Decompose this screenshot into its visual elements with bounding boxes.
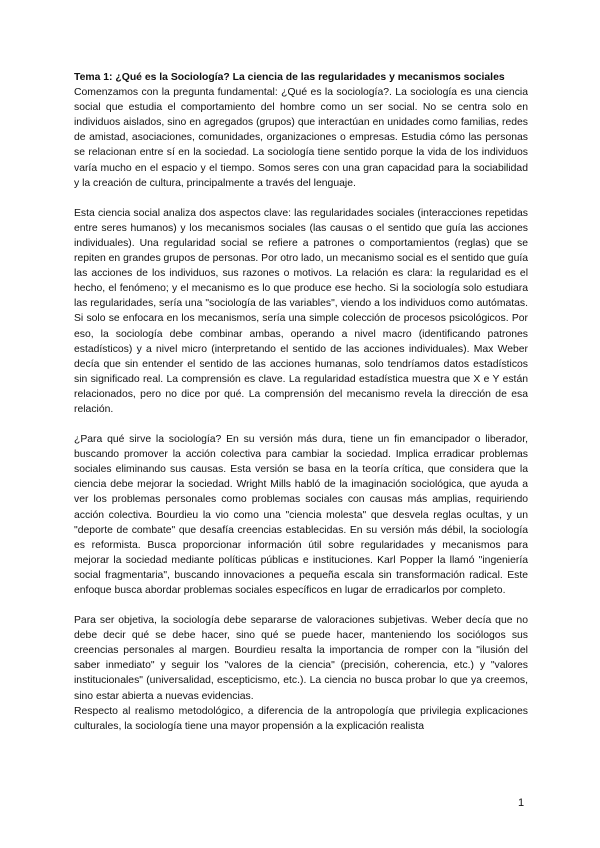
paragraph-realism: Respecto al realismo metodológico, a diferencia de la antropología que privilegia explicaciones culturales, la sociología tiene una mayor propensión a la explicación realista bbox=[74, 705, 528, 732]
paragraph-intro: Comenzamos con la pregunta fundamental: ¿Qué es la sociología?. La sociología es una ciencia social que estudia el comportamiento del hombre como un ser social. No se centra solo en individuos aislados, sino en agregados (grupos) que interactúan en unidades como familias, redes de amistad, asociaciones, comunidades, organizaciones o empresas. Estudia cómo las personas se relacionan entre sí en la sociedad. La sociología tiene sentido porque la vida de los individuos varía mucho en el espacio y el tiempo. Somos seres con una gran capacidad para la sociabilidad y la creación de cultura, principalmente a través del lenguaje. bbox=[74, 87, 528, 189]
document-body bbox=[74, 70, 528, 734]
page-number: 1 bbox=[518, 797, 525, 809]
paragraph-regularities: Esta ciencia social analiza dos aspectos clave: las regularidades sociales (interacciones repetidas entre seres humanos) y los mecanismos sociales (las causas o el sentido que guía las acciones individuales). Una regularidad social se refiere a patrones o comportamientos (reglas) que se repiten en grandes grupos de personas. Por otro lado, un mecanismo social es el sentido que guía las acciones de los individuos, sus razones o motivos. La relación es clara: la regularidad es el hecho, el fenómeno; y el mecanismo es lo que produce ese hecho. Si la sociología solo estudiara las regularidades, sería una "sociología de las variables", viendo a los individuos como autómatas. Si solo se enfocara en los mecanismos, sería una simple colección de procesos psicológicos. Por eso, la sociología debe combinar ambas, operando a nivel macro (identificando patrones estadísticos) y a nivel micro (interpretando el sentido de las acciones individuales). Max Weber decía que sin entender el sentido de las acciones humanas, solo tendríamos datos estadísticos sin significado real. La comprensión es clave. La regularidad estadística muestra que X e Y están relacionados, pero no dice por qué. La comprensión del mecanismo revela la dirección de esa relación. bbox=[74, 207, 529, 415]
paragraph-objectivity: Para ser objetiva, la sociología debe separarse de valoraciones subjetivas. Weber decía que no debe decir qué se debe hacer, sino qué se puede hacer, manteniendo los sociólogos sus creencias personales al margen. Bourdieu resalta la importancia de romper con la "ilusión del saber inmediato" y seguir los "valores de la ciencia" (precisión, coherencia, etc.) y "valores institucionales" (universalidad, escepticismo, etc.). La ciencia no busca probar lo que ya creemos, sino estar abierta a nuevas evidencias. bbox=[74, 615, 528, 702]
section-title: Tema 1: ¿Qué es la Sociología? La ciencia de las regularidades y mecanismos sociales bbox=[74, 72, 505, 83]
paragraph-purpose: ¿Para qué sirve la sociología? En su versión más dura, tiene un fin emancipador o liberador, buscando promover la acción colectiva para cambiar la sociedad. Implica erradicar problemas sociales eliminando sus causas. Esta versión se basa en la teoría crítica, que considera que la ciencia debe mejorar la sociedad. Wright Mills habló de la imaginación sociológica, que ayuda a ver los problemas personales como problemas sociales con causas más amplias, requiriendo acción colectiva. Bourdieu la vio como una "ciencia molesta" que desvela reglas ocultas, y un "deporte de combate" que desafía creencias establecidas. En su versión más débil, la sociología es reformista. Busca proporcionar información útil sobre regularidades y mecanismos para mejorar la sociedad mediante políticas públicas e instituciones. Karl Popper la llamó "ingeniería social fragmentaria", buscando innovaciones a pequeña escala sin transformación radical. Este enfoque busca abordar problemas sociales específicos en lugar de erradicarlos por completo. bbox=[74, 434, 528, 596]
